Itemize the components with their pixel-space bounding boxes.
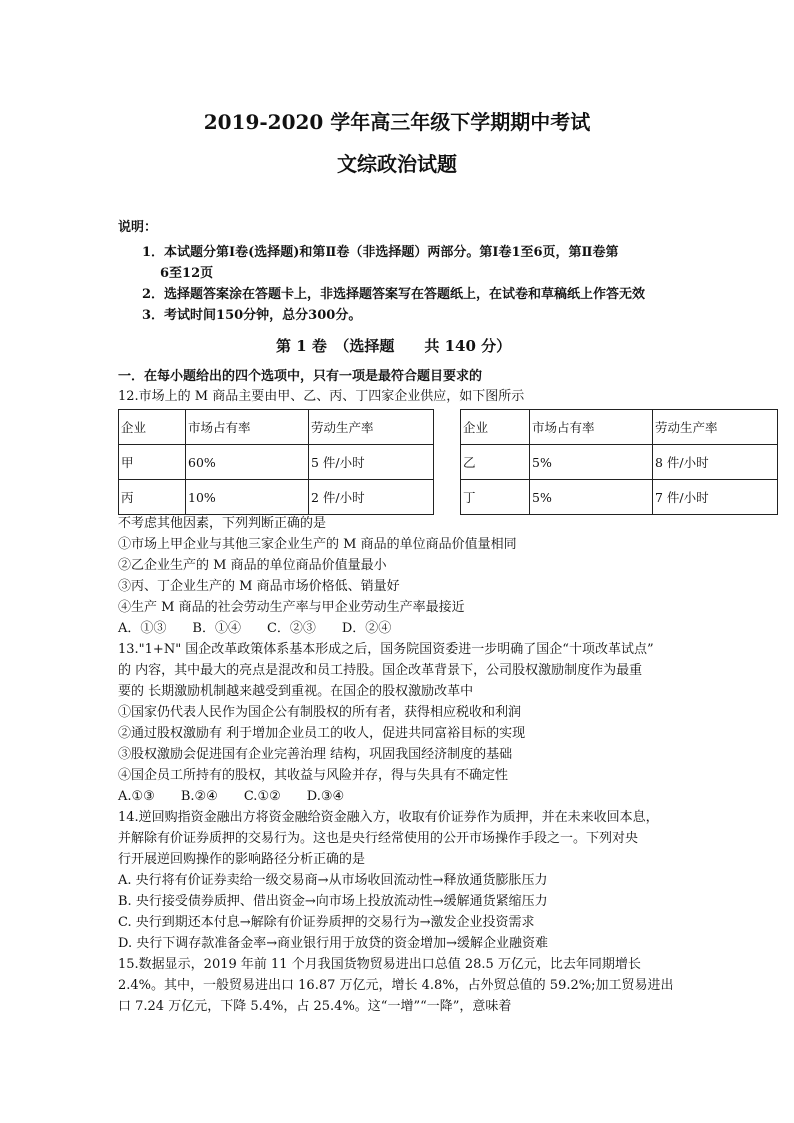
enterprise-table-left (118, 409, 434, 515)
question-text-line: 口 7.24 万亿元，下降 5.4%，占 25.4%。这“一增”“一降”，意味着 (118, 999, 512, 1014)
table-header-cell: 企业 (119, 410, 186, 445)
question-text-line: 的 内容，其中最大的亮点是混改和员工持股。国企改革背景下，公司股权激励制度作为最重 (118, 663, 643, 678)
question-text-line: 并解除有价证券质押的交易行为。这也是央行经常使用的公开市场操作手段之一。下列对央 (118, 831, 639, 846)
enterprise-table-right (460, 409, 778, 515)
table-cell: 10% (186, 480, 309, 515)
table-cell: 60% (186, 445, 309, 480)
table-cell: 2 件/小时 (309, 480, 434, 515)
answer-options: A.①③ B.②④ C.①② D.③④ (118, 789, 345, 804)
statement-item: ②通过股权激励有 利于增加企业员工的收人，促进共同富裕目标的实现 (118, 726, 526, 741)
table-cell: 乙 (461, 445, 530, 480)
table-cell: 5 件/小时 (309, 445, 434, 480)
table-header-cell: 劳动生产率 (309, 410, 434, 445)
instruction-item: 1．本试题分第Ⅰ卷(选择题)和第Ⅱ卷（非选择题）两部分。第Ⅰ卷1至6页，第Ⅱ卷第 (142, 245, 619, 260)
instruction-item: 6至12页 (160, 266, 214, 281)
table-cell: 5% (530, 480, 653, 515)
table-cell: 8 件/小时 (653, 445, 778, 480)
table-header-cell: 市场占有率 (530, 410, 653, 445)
table-row (461, 480, 778, 515)
question-text-line: 要的 长期激励机制越来越受到重视。在国企的股权激励改革中 (118, 684, 474, 699)
statement-item: ②乙企业生产的 M 商品的单位商品价值量最小 (118, 558, 387, 573)
table-cell: 丁 (461, 480, 530, 515)
statement-item: ③股权激励会促进国有企业完善治理 结构，巩固我国经济制度的基础 (118, 747, 513, 762)
instruction-item: 2．选择题答案涂在答题卡上，非选择题答案写在答题纸上，在试卷和草稿纸上作答无效 (142, 287, 646, 302)
exam-subtitle: 文综政治试题 (337, 152, 457, 176)
table-cell: 7 件/小时 (653, 480, 778, 515)
statement-item: ①市场上甲企业与其他三家企业生产的 M 商品的单位商品价值量相同 (118, 537, 517, 552)
table-header-cell: 企业 (461, 410, 530, 445)
table-cell: 甲 (119, 445, 186, 480)
answer-option: D. 央行下调存款准备金率→商业银行用于放贷的资金增加→缓解企业融资难 (118, 936, 549, 951)
section-title: 第 1 卷 （选择题 共 140 分） (276, 337, 512, 355)
instructions-heading: 说明： (118, 220, 158, 235)
answer-option: C. 央行到期还本付息→解除有价证券质押的交易行为→激发企业投资需求 (118, 915, 535, 930)
table-cell: 丙 (119, 480, 186, 515)
statement-item: ④生产 M 商品的社会劳动生产率与甲企业劳动生产率最接近 (118, 600, 465, 615)
statement-item: ①国家仍代表人民作为国企公有制股权的所有者，获得相应税收和利润 (118, 705, 522, 720)
statement-item: ③丙、丁企业生产的 M 商品市场价格低、销量好 (118, 579, 400, 594)
table-row (119, 445, 434, 480)
table-row (461, 445, 778, 480)
question-text-line: 15.数据显示，2019 年前 11 个月我国货物贸易进出口总值 28.5 万亿元，比去年同期增长 (118, 957, 641, 972)
answer-options: A．①③ B．①④ C．②③ D．②④ (118, 621, 392, 636)
table-row (119, 480, 434, 515)
table-header-cell: 劳动生产率 (653, 410, 778, 445)
answer-option: B. 央行接受债券质押、借出资金→向市场上投放流动性→缓解通货紧缩压力 (118, 894, 548, 909)
question-text-line: 2.4%。其中，一般贸易进出口 16.87 万亿元，增长 4.8%，占外贸总值的 59.2%;加工贸易进出 (118, 978, 674, 993)
question-text-line: 13."1+N" 国企改革政策体系基本形成之后，国务院国资委进一步明确了国企“十项改革试点” (118, 642, 654, 657)
question-lead: 不考虑其他因素，下列判断正确的是 (118, 516, 327, 531)
table-header-row (119, 410, 434, 445)
section-instruction: 一．在每小题给出的四个选项中，只有一项是最符合题目要求的 (118, 369, 483, 384)
table-cell: 5% (530, 445, 653, 480)
answer-option: A. 央行将有价证券卖给一级交易商→从市场收回流动性→释放通货膨胀压力 (118, 873, 548, 888)
question-text-line: 行开展逆回购操作的影响路径分析正确的是 (118, 852, 366, 867)
table-header-cell: 市场占有率 (186, 410, 309, 445)
exam-title: 2019-2020 学年高三年级下学期期中考试 (203, 110, 591, 134)
question-text-line: 14.逆回购指资金融出方将资金融给资金融入方，收取有价证券作为质押，并在未来收回本息， (118, 810, 659, 825)
statement-item: ④国企员工所持有的股权，其收益与风险并存，得与失具有不确定性 (118, 768, 509, 783)
instruction-item: 3．考试时间150分钟，总分300分。 (142, 308, 362, 323)
table-header-row (461, 410, 778, 445)
question-stem: 12.市场上的 M 商品主要由甲、乙、丙、丁四家企业供应，如下图所示 (118, 389, 525, 404)
